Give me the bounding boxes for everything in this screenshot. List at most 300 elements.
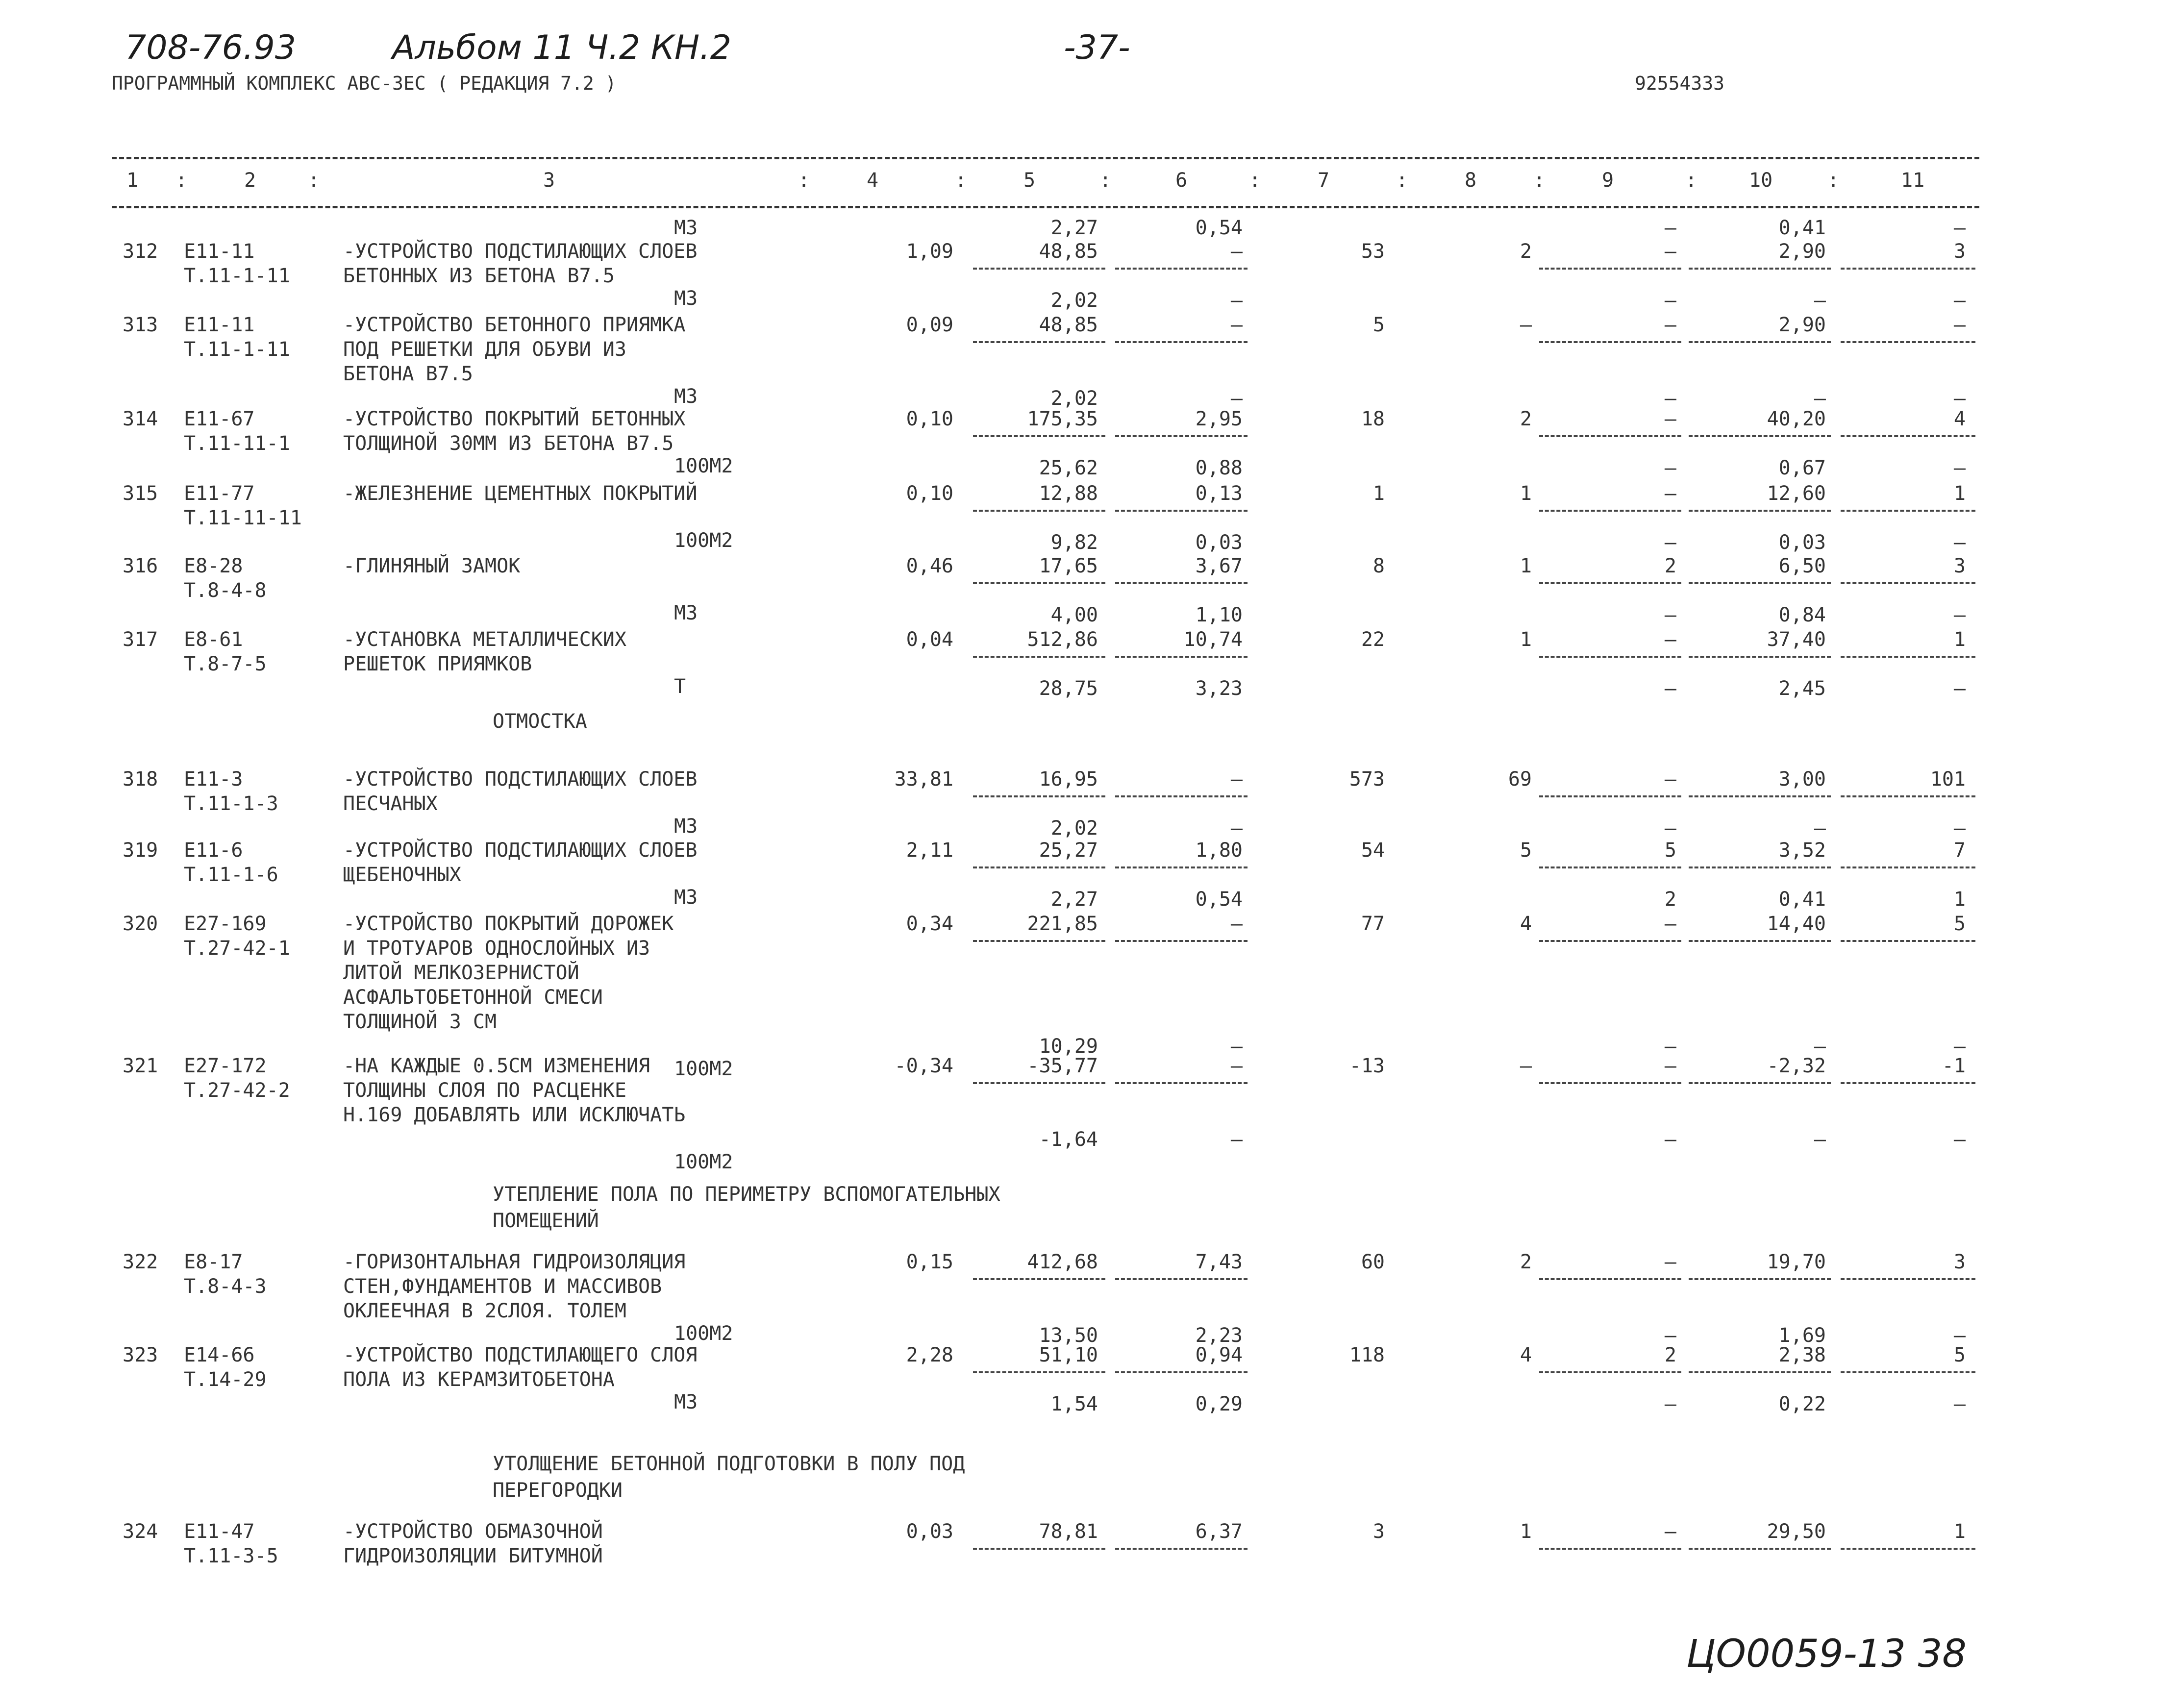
cell-col10-sub: –	[1814, 387, 1826, 410]
subtotal-rule	[1115, 656, 1248, 658]
cell-col5: 48,85	[1039, 314, 1098, 336]
cell-col11: 5	[1953, 913, 1966, 935]
column-header-10: 10	[1749, 169, 1773, 192]
cell-col9: –	[1664, 1251, 1676, 1273]
subtotal-rule	[1841, 341, 1975, 343]
cell-col8: 69	[1508, 768, 1532, 791]
subtotal-rule	[973, 1371, 1105, 1373]
cell-col5: 412,68	[1027, 1251, 1098, 1273]
cell-col9: –	[1664, 628, 1676, 651]
cell-col9-sub: –	[1664, 1128, 1676, 1151]
column-separator: :	[955, 169, 967, 192]
cell-col9: –	[1664, 314, 1676, 336]
cell-col7: 18	[1361, 408, 1385, 430]
cell-col9-sub: –	[1664, 457, 1676, 479]
subtotal-rule	[1539, 795, 1681, 797]
row-number: 313	[123, 314, 158, 336]
cell-col9: –	[1664, 1055, 1676, 1077]
cell-col10: 37,40	[1767, 628, 1826, 651]
unit-label: 100М2	[674, 1058, 733, 1080]
cell-col7: 1	[1372, 482, 1385, 505]
cell-col10-sub: 0,41	[1778, 888, 1826, 911]
norm-reference: Т.8-7-5	[184, 653, 267, 675]
row-number: 317	[123, 628, 158, 651]
norm-reference: Т.27-42-2	[184, 1079, 290, 1102]
subtotal-rule	[1539, 268, 1681, 270]
row-number: 315	[123, 482, 158, 505]
subtotal-rule	[1841, 510, 1975, 512]
norm-code: Е11-11	[184, 314, 255, 336]
cell-col5-sub: -1,64	[1039, 1128, 1098, 1151]
cell-col10-sub: –	[1814, 817, 1826, 840]
cell-col10: 2,90	[1778, 314, 1826, 336]
cell-col5: 17,65	[1039, 555, 1098, 577]
norm-code: Е8-17	[184, 1251, 243, 1273]
cell-col6-sub: –	[1230, 1128, 1243, 1151]
column-header-3: 3	[543, 169, 555, 192]
cell-col6-sub: 3,23	[1195, 677, 1243, 700]
subtotal-rule	[1689, 1548, 1831, 1550]
column-separator: :	[175, 169, 188, 192]
column-header-6: 6	[1175, 169, 1188, 192]
cell-col5-sub: 2,27	[1050, 888, 1098, 911]
cell-col8: 2	[1520, 1251, 1532, 1273]
subtotal-rule	[1115, 1371, 1248, 1373]
subtotal-rule	[973, 341, 1105, 343]
cell-col9-sub: –	[1664, 1324, 1676, 1347]
cell-col5-sub: 13,50	[1039, 1324, 1098, 1347]
cell-col11: –	[1953, 314, 1966, 336]
row-number: 314	[123, 408, 158, 430]
table-top-rule	[112, 157, 1979, 159]
norm-code: Е27-169	[184, 913, 267, 935]
work-description: -УСТРОЙСТВО ПОКРЫТИЙ БЕТОННЫХ ТОЛЩИНОЙ 30ММ ИЗ БЕТОНА В7.5	[343, 408, 686, 455]
cell-col10: 19,70	[1767, 1251, 1826, 1273]
section-heading-utolshenie: УТОЛЩЕНИЕ БЕТОННОЙ ПОДГОТОВКИ В ПОЛУ ПОД ПЕРЕГОРОДКИ	[493, 1453, 965, 1502]
cell-col10-sub: –	[1814, 289, 1826, 312]
cell-col11-sub: –	[1953, 1128, 1966, 1151]
cell-col11-sub: –	[1953, 817, 1966, 840]
cell-col5: 2,27	[1050, 217, 1098, 239]
norm-code: Е14-66	[184, 1344, 255, 1366]
column-separator: :	[1396, 169, 1408, 192]
subtotal-rule	[1689, 582, 1831, 584]
norm-code: Е11-47	[184, 1520, 255, 1543]
subtotal-rule	[1841, 1082, 1975, 1084]
norm-reference: Т.14-29	[184, 1368, 267, 1391]
cell-col8: 1	[1520, 482, 1532, 505]
subtotal-rule	[1115, 1082, 1248, 1084]
cell-col8: 5	[1520, 839, 1532, 862]
subtotal-rule	[1539, 656, 1681, 658]
subtotal-rule	[973, 435, 1105, 437]
unit-label: М3	[674, 287, 698, 310]
subtotal-rule	[1539, 866, 1681, 868]
subtotal-rule	[1115, 866, 1248, 868]
subtotal-rule	[1841, 1371, 1975, 1373]
subtotal-rule	[1841, 1278, 1975, 1280]
cell-col7: 77	[1361, 913, 1385, 935]
norm-reference: Т.11-11-11	[184, 507, 302, 529]
unit-label: М3	[674, 385, 698, 408]
subtotal-rule	[1115, 435, 1248, 437]
subtotal-rule	[973, 268, 1105, 270]
cell-col9: –	[1664, 1520, 1676, 1543]
cell-col7: 3	[1372, 1520, 1385, 1543]
cell-col8: –	[1520, 314, 1532, 336]
subtotal-rule	[1841, 1548, 1975, 1550]
subtotal-rule	[1689, 1371, 1831, 1373]
cell-col10: 12,60	[1767, 482, 1826, 505]
subtotal-rule	[1539, 1371, 1681, 1373]
cell-col11-sub: –	[1953, 677, 1966, 700]
norm-reference: Т.8-4-3	[184, 1275, 267, 1298]
norm-code: Е11-3	[184, 768, 243, 791]
subtotal-rule	[1539, 510, 1681, 512]
cell-col5: 16,95	[1039, 768, 1098, 791]
cell-col9: 2	[1664, 555, 1676, 577]
column-header-row	[112, 169, 1979, 197]
cell-col4: 0,46	[906, 555, 953, 577]
subtotal-rule	[973, 866, 1105, 868]
subtotal-rule	[973, 510, 1105, 512]
cell-col6: 0,54	[1195, 217, 1243, 239]
cell-col9: –	[1664, 768, 1676, 791]
cell-col11-sub: –	[1953, 1324, 1966, 1347]
unit-label: 100М2	[674, 529, 733, 552]
cell-col11: 1	[1953, 1520, 1966, 1543]
cell-col6-sub: 2,23	[1195, 1324, 1243, 1347]
subtotal-rule	[973, 795, 1105, 797]
cell-col5-sub: 2,02	[1050, 387, 1098, 410]
cell-col9: 2	[1664, 1344, 1676, 1366]
program-label: ПРОГРАММНЫЙ КОМПЛЕКС АВС-3ЕС ( РЕДАКЦИЯ 7.2 )	[112, 73, 617, 94]
row-number: 324	[123, 1520, 158, 1543]
work-description: -УСТАНОВКА МЕТАЛЛИЧЕСКИХ РЕШЕТОК ПРИЯМКОВ	[343, 628, 626, 675]
cell-col10-sub: 0,03	[1778, 531, 1826, 554]
cell-col10: 40,20	[1767, 408, 1826, 430]
cell-col5-sub: 2,02	[1050, 817, 1098, 840]
row-number: 320	[123, 913, 158, 935]
unit-label: 100М2	[674, 1322, 733, 1345]
cell-col9: –	[1664, 482, 1676, 505]
unit-label: М3	[674, 217, 698, 239]
norm-code: Е8-28	[184, 555, 243, 577]
work-description: -ГОРИЗОНТАЛЬНАЯ ГИДРОИЗОЛЯЦИЯ СТЕН,ФУНДАМЕНТОВ И МАССИВОВ ОКЛЕЕЧНАЯ В 2СЛОЯ. ТОЛЕМ	[343, 1251, 686, 1322]
cell-col8: 1	[1520, 628, 1532, 651]
subtotal-rule	[973, 1548, 1105, 1550]
cell-col4: 2,28	[906, 1344, 953, 1366]
subtotal-rule	[973, 1278, 1105, 1280]
cell-col9: –	[1664, 408, 1676, 430]
subtotal-rule	[1841, 582, 1975, 584]
cell-col7: 53	[1361, 240, 1385, 263]
cell-col5: 51,10	[1039, 1344, 1098, 1366]
subtotal-rule	[1115, 1548, 1248, 1550]
subtotal-rule	[973, 940, 1105, 942]
subtotal-rule	[1689, 510, 1831, 512]
doc-id: 92554333	[1635, 73, 1725, 94]
subtotal-rule	[1115, 510, 1248, 512]
work-description: -ГЛИНЯНЫЙ ЗАМОК	[343, 555, 521, 577]
norm-reference: Т.11-11-1	[184, 432, 290, 455]
subtotal-rule	[1841, 656, 1975, 658]
subtotal-rule	[1689, 1082, 1831, 1084]
table-header-rule	[112, 206, 1979, 208]
cell-col6: 10,74	[1183, 628, 1243, 651]
cell-col9-sub: –	[1664, 1035, 1676, 1058]
cell-col8: 2	[1520, 408, 1532, 430]
cell-col6-sub: 1,10	[1195, 604, 1243, 626]
unit-label: 100М2	[674, 1151, 733, 1173]
cell-col11-sub: –	[1953, 1035, 1966, 1058]
cell-col10-sub: 0,67	[1778, 457, 1826, 479]
row-number: 319	[123, 839, 158, 862]
column-separator: :	[1249, 169, 1261, 192]
column-separator: :	[308, 169, 320, 192]
cell-col11-sub: 1	[1953, 888, 1966, 911]
page-number: -37-	[1064, 28, 1130, 67]
subtotal-rule	[1539, 582, 1681, 584]
cell-col6: –	[1230, 1055, 1243, 1077]
cell-col11: 3	[1953, 240, 1966, 263]
column-header-2: 2	[244, 169, 256, 192]
norm-code: Е11-11	[184, 240, 255, 263]
subtotal-rule	[1841, 435, 1975, 437]
column-separator: :	[1533, 169, 1546, 192]
cell-col11: 1	[1953, 482, 1966, 505]
cell-col10-sub: 0,22	[1778, 1393, 1826, 1415]
subtotal-rule	[1539, 1278, 1681, 1280]
subtotal-rule	[1115, 268, 1248, 270]
norm-reference: Т.11-1-3	[184, 792, 278, 815]
subtotal-rule	[1115, 1278, 1248, 1280]
cell-col4: 0,04	[906, 628, 953, 651]
unit-label: М3	[674, 602, 698, 624]
cell-col8: 4	[1520, 1344, 1532, 1366]
cell-col5: 25,27	[1039, 839, 1098, 862]
cell-col5: 221,85	[1027, 913, 1098, 935]
cell-col9-sub: –	[1664, 817, 1676, 840]
cell-col6-sub: –	[1230, 289, 1243, 312]
cell-col6: 2,95	[1195, 408, 1243, 430]
cell-col11: 101	[1930, 768, 1966, 791]
cell-col4: 0,10	[906, 408, 953, 430]
cell-col11: –	[1953, 217, 1966, 239]
cell-col4: 33,81	[894, 768, 953, 791]
subtotal-rule	[1841, 940, 1975, 942]
cell-col9-sub: 2	[1664, 888, 1676, 911]
cell-col4: 2,11	[906, 839, 953, 862]
cell-col11: 3	[1953, 1251, 1966, 1273]
cell-col6: –	[1230, 913, 1243, 935]
cell-col4: 0,09	[906, 314, 953, 336]
cell-col11-sub: –	[1953, 531, 1966, 554]
row-number: 316	[123, 555, 158, 577]
cell-col10: 29,50	[1767, 1520, 1826, 1543]
row-number: 318	[123, 768, 158, 791]
cell-col9: 5	[1664, 839, 1676, 862]
cell-col6: –	[1230, 768, 1243, 791]
unit-label: М3	[674, 815, 698, 838]
cell-col4: 0,03	[906, 1520, 953, 1543]
norm-code: Е27-172	[184, 1055, 267, 1077]
cell-col6: 0,94	[1195, 1344, 1243, 1366]
subtotal-rule	[1689, 341, 1831, 343]
unit-label: М3	[674, 886, 698, 909]
norm-reference: Т.11-1-6	[184, 864, 278, 886]
work-description: -УСТРОЙСТВО ПОДСТИЛАЮЩЕГО СЛОЯ ПОЛА ИЗ КЕРАМЗИТОБЕТОНА	[343, 1344, 698, 1391]
album-label: Альбом 11 Ч.2 КН.2	[392, 28, 732, 67]
work-description: -УСТРОЙСТВО ОБМАЗОЧНОЙ ГИДРОИЗОЛЯЦИИ БИТУМНОЙ	[343, 1520, 603, 1567]
cell-col9: –	[1664, 240, 1676, 263]
cell-col10-sub: 2,45	[1778, 677, 1826, 700]
subtotal-rule	[1115, 582, 1248, 584]
column-header-5: 5	[1023, 169, 1036, 192]
subtotal-rule	[1689, 866, 1831, 868]
work-description: -УСТРОЙСТВО ПОДСТИЛАЮЩИХ СЛОЕВ ЩЕБЕНОЧНЫХ	[343, 839, 698, 886]
column-header-9: 9	[1602, 169, 1614, 192]
subtotal-rule	[1115, 795, 1248, 797]
cell-col6: 0,13	[1195, 482, 1243, 505]
column-header-11: 11	[1901, 169, 1925, 192]
cell-col7: 5	[1372, 314, 1385, 336]
unit-label: Т	[674, 675, 686, 698]
work-description: -УСТРОЙСТВО БЕТОННОГО ПРИЯМКА ПОД РЕШЕТКИ ДЛЯ ОБУВИ ИЗ БЕТОНА В7.5	[343, 314, 686, 385]
subtotal-rule	[1689, 268, 1831, 270]
cell-col10-sub: 1,69	[1778, 1324, 1826, 1347]
row-number: 322	[123, 1251, 158, 1273]
section-heading-otmostka: ОТМОСТКА	[493, 710, 587, 733]
work-description: -НА КАЖДЫЕ 0.5СМ ИЗМЕНЕНИЯ ТОЛЩИНЫ СЛОЯ ПО РАСЦЕНКЕ Н.169 ДОБАВЛЯТЬ ИЛИ ИСКЛЮЧАТЬ	[343, 1055, 686, 1126]
cell-col5-sub: 2,02	[1050, 289, 1098, 312]
column-header-8: 8	[1465, 169, 1477, 192]
subtotal-rule	[1115, 341, 1248, 343]
cell-col7: 22	[1361, 628, 1385, 651]
cell-col10: 2,90	[1778, 240, 1826, 263]
cell-col4: 1,09	[906, 240, 953, 263]
column-header-7: 7	[1318, 169, 1330, 192]
cell-col10-sub: 0,84	[1778, 604, 1826, 626]
cell-col11: -1	[1942, 1055, 1966, 1077]
work-description: -УСТРОЙСТВО ПОДСТИЛАЮЩИХ СЛОЕВ ПЕСЧАНЫХ	[343, 768, 698, 815]
cell-col11: 3	[1953, 555, 1966, 577]
cell-col9-sub: –	[1664, 677, 1676, 700]
cell-col11: 5	[1953, 1344, 1966, 1366]
cell-col11: 7	[1953, 839, 1966, 862]
doc-code: 708-76.93	[125, 28, 296, 67]
cell-col8: 2	[1520, 240, 1532, 263]
cell-col10-sub: –	[1814, 1128, 1826, 1151]
subtotal-rule	[973, 1082, 1105, 1084]
subtotal-rule	[973, 656, 1105, 658]
subtotal-rule	[1539, 1548, 1681, 1550]
subtotal-rule	[1115, 940, 1248, 942]
cell-col7: 54	[1361, 839, 1385, 862]
norm-reference: Т.8-4-8	[184, 579, 267, 602]
unit-label: 100М2	[674, 455, 733, 477]
subtotal-rule	[1841, 795, 1975, 797]
subtotal-rule	[1689, 656, 1831, 658]
cell-col7: -13	[1349, 1055, 1385, 1077]
cell-col9: –	[1664, 217, 1676, 239]
cell-col9-sub: –	[1664, 1393, 1676, 1415]
cell-col10: 2,38	[1778, 1344, 1826, 1366]
row-number: 323	[123, 1344, 158, 1366]
cell-col4: 0,34	[906, 913, 953, 935]
subtotal-rule	[1841, 866, 1975, 868]
row-number: 321	[123, 1055, 158, 1077]
subtotal-rule	[1689, 435, 1831, 437]
cell-col8: 1	[1520, 555, 1532, 577]
cell-col6: 6,37	[1195, 1520, 1243, 1543]
cell-col9: –	[1664, 913, 1676, 935]
row-number: 312	[123, 240, 158, 263]
cell-col8: 4	[1520, 913, 1532, 935]
cell-col6-sub: 0,03	[1195, 531, 1243, 554]
column-header-1: 1	[126, 169, 139, 192]
cell-col5-sub: 28,75	[1039, 677, 1098, 700]
cell-col6: –	[1230, 240, 1243, 263]
norm-code: Е11-77	[184, 482, 255, 505]
footer-stamp: ЦО0059-13 38	[1686, 1632, 1967, 1676]
cell-col6-sub: –	[1230, 1035, 1243, 1058]
column-separator: :	[1685, 169, 1697, 192]
cell-col10: -2,32	[1767, 1055, 1826, 1077]
subtotal-rule	[1539, 940, 1681, 942]
subtotal-rule	[1539, 341, 1681, 343]
subtotal-rule	[1841, 268, 1975, 270]
cell-col4: 0,15	[906, 1251, 953, 1273]
cell-col11-sub: –	[1953, 387, 1966, 410]
cell-col6-sub: 0,88	[1195, 457, 1243, 479]
column-separator: :	[1827, 169, 1840, 192]
column-header-4: 4	[867, 169, 879, 192]
norm-code: Е11-67	[184, 408, 255, 430]
cell-col11-sub: –	[1953, 289, 1966, 312]
work-description: -УСТРОЙСТВО ПОДСТИЛАЮЩИХ СЛОЕВ БЕТОННЫХ ИЗ БЕТОНА В7.5	[343, 240, 698, 287]
cell-col6-sub: –	[1230, 387, 1243, 410]
cell-col5-sub: 4,00	[1050, 604, 1098, 626]
cell-col10: 6,50	[1778, 555, 1826, 577]
cell-col10: 3,00	[1778, 768, 1826, 791]
column-separator: :	[798, 169, 810, 192]
cell-col5-sub: 9,82	[1050, 531, 1098, 554]
section-heading-uteplenie: УТЕПЛЕНИЕ ПОЛА ПО ПЕРИМЕТРУ ВСПОМОГАТЕЛЬНЫХ ПОМЕЩЕНИЙ	[493, 1183, 1000, 1232]
norm-code: Е11-6	[184, 839, 243, 862]
cell-col4: -0,34	[894, 1055, 953, 1077]
unit-label: М3	[674, 1391, 698, 1413]
subtotal-rule	[973, 582, 1105, 584]
cell-col6-sub: 0,54	[1195, 888, 1243, 911]
cell-col10-sub: –	[1814, 1035, 1826, 1058]
cell-col9-sub: –	[1664, 387, 1676, 410]
cell-col7: 8	[1372, 555, 1385, 577]
cell-col7: 60	[1361, 1251, 1385, 1273]
cell-col6: 1,80	[1195, 839, 1243, 862]
norm-reference: Т.11-1-11	[184, 265, 290, 287]
norm-code: Е8-61	[184, 628, 243, 651]
norm-reference: Т.11-3-5	[184, 1545, 278, 1567]
cell-col5-sub: 25,62	[1039, 457, 1098, 479]
cell-col5: 12,88	[1039, 482, 1098, 505]
cell-col6: 7,43	[1195, 1251, 1243, 1273]
cell-col11-sub: –	[1953, 1393, 1966, 1415]
cell-col9-sub: –	[1664, 604, 1676, 626]
cell-col5: 48,85	[1039, 240, 1098, 263]
cell-col9-sub: –	[1664, 531, 1676, 554]
cell-col11: 1	[1953, 628, 1966, 651]
